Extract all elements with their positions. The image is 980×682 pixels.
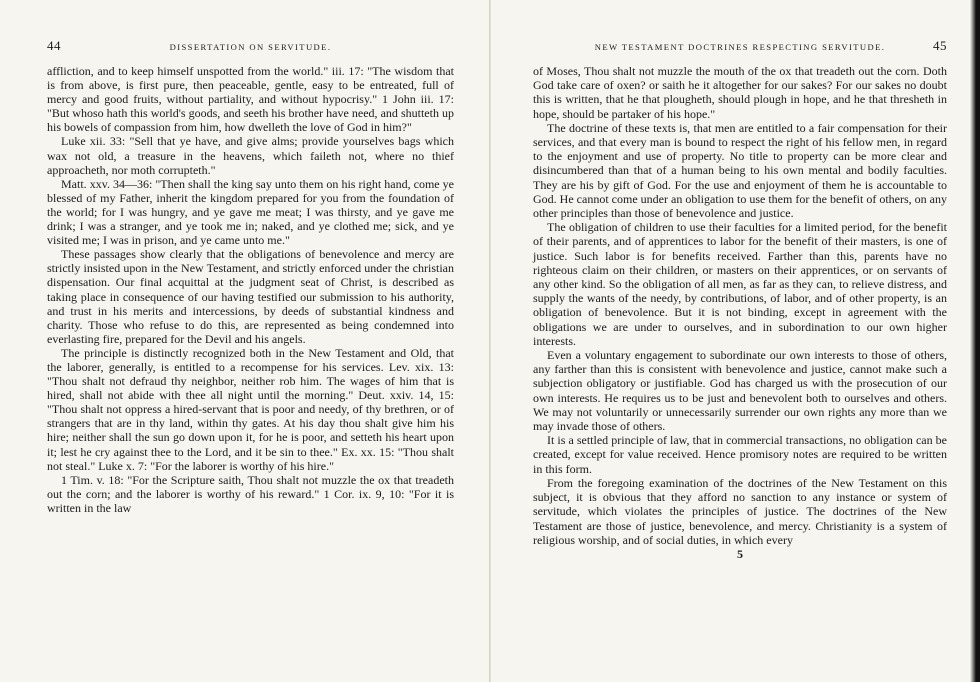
right-page [490,0,980,682]
paragraph: The doctrine of these texts is, that men are entitled to a fair compensation for their services, and that every man is bound to respect the right of his fellow men, in regard to the enjoyment and use of property. No title to property can be more clear and disincumbered than that of a human being to his own mental and bodily faculties. They are his by gift of God. For the use and enjoyment of them he is accountable to God. He cannot come under an obligation to use them for the benefit of others, on any other principles than those of benevolence and justice. [533,120,947,221]
paragraph: These passages show clearly that the obligations of benevolence and mercy are strictly insisted upon in the New Testament, and strictly enforced under the christian dispensation. Our final acquittal at the judgment seat of Christ, is described as taking place in consequence of our having testified our submission to his authority, and trust in his merits and intercessions, by deeds of substantial kindness and charity. Those who refuse to do this, are represented as being condemned into everlasting fire, prepared for the Devil and his angels. [47,247,454,346]
left-page-body [47,64,454,515]
page-number: 44 [47,38,61,53]
paragraph: Even a voluntary engagement to subordinate our own interests to those of others, any farther than this is consistent with benevolence and justice, cannot make such a subjection obligatory or justifiable. God has charged us with the prosecution of our own interests. He requires us to be just and benevolent both to ourselves and others. We may not voluntarily or unnecessarily surrender our own rights any more than we may invade those of others. [533,348,947,434]
paragraph: It is a settled principle of law, that in commercial transactions, no obligation can be created, except for value received. Hence promisory notes are required to be written in this form. [533,433,947,476]
paragraph: Matt. xxv. 34—36: "Then shall the king say unto them on his right hand, come ye blessed of my Father, inherit the kingdom prepared for you from the foundation of the world; for I was hungry, and ye gave me meat; I was thirsty, and ye gave me drink; I was a stranger, and ye took me in; naked, and ye clothed me; sick, and ye visited me; I was in prison, and ye came unto me." [47,176,454,248]
signature-mark: 5 [737,546,743,561]
left-page-header [47,38,454,60]
paragraph: The principle is distinctly recognized both in the New Testament and Old, that the laborer, generally, is entitled to a recompense for his services. Lev. xix. 13: "Thou shalt not defraud thy neighbor, neither rob him. The wages of him that is hired, shall not abide with thee all night until the morning." Deut. xxiv. 14, 15: "Thou shalt not oppress a hired-servant that is poor and needy, of thy brethren, or of strangers that are in thy land, within thy gates. At his day thou shalt give him his hire; neither shall the sun go down upon it, for he is poor, and setteth his heart upon it; lest he cry against thee to the Lord, and it be sin to thee." Ex. xx. 15: "Thou shalt not steal." Luke x. 7: "For the laborer is worthy of his hire." [47,345,454,473]
paragraph: The obligation of children to use their faculties for a limited period, for the benefit of their parents, and of apprentices to labor for the benefit of their masters, is one of justice. Such labor is for benefits received. Farther than this, parents have no righteous claim on their children, or masters on their apprentices, or on servants of any other kind. So the obligation of all men, as far as they can, to relieve distress, and supply the wants of the needy, by contributions, of labor, and of other property, is an obligation of benevolence. But it is not binding, except in agreement with the obligations we are under to ourselves, and in subordination to our own higher interests. [533,220,947,348]
right-page-header [533,38,947,60]
page-number: 45 [933,38,947,53]
paragraph: 1 Tim. v. 18: "For the Scripture saith, Thou shalt not muzzle the ox that treadeth out the corn; and the laborer is worthy of his reward." 1 Cor. ix. 9, 10: "For it is written in the law [47,472,454,515]
paragraph: of Moses, Thou shalt not muzzle the mouth of the ox that treadeth out the corn. Doth God take care of oxen? or saith he it altogether for our sakes? For our sakes no doubt this is written, that he that plougheth, should plough in hope, and he that thresheth in hope, should be partaker of his hope." [533,64,947,121]
paragraph: Luke xii. 33: "Sell that ye have, and give alms; provide yourselves bags which wax not old, a treasure in the heavens, which faileth not, where no thief approacheth, nor moth corrupteth." [47,134,454,177]
running-head: NEW TESTAMENT DOCTRINES RESPECTING SERVITUDE. [594,42,886,52]
page-edge-shadow [970,0,980,682]
paragraph: affliction, and to keep himself unspotted from the world." iii. 17: "The wisdom that is from above, is first pure, then peaceable, gentle, easy to be entreated, full of mercy and good fruits, without partiality, and without hypocrisy." 1 John iii. 17: "But whoso hath this world's goods, and seeth his brother have need, and shutteth up his bowels of compassion from him, how dwelleth the love of God in him?" [47,64,454,135]
paragraph: From the foregoing examination of the doctrines of the New Testament on this subject, it is obvious that they afford no sanction to any instance or system of servitude, which violates the principles of justice. The doctrines of the New Testament are those of justice, benevolence, and mercy. Christianity is a system of religious worship, and of social duties, in which every [533,475,947,547]
right-page-body [533,64,947,547]
running-head: DISSERTATION ON SERVITUDE. [169,42,332,52]
